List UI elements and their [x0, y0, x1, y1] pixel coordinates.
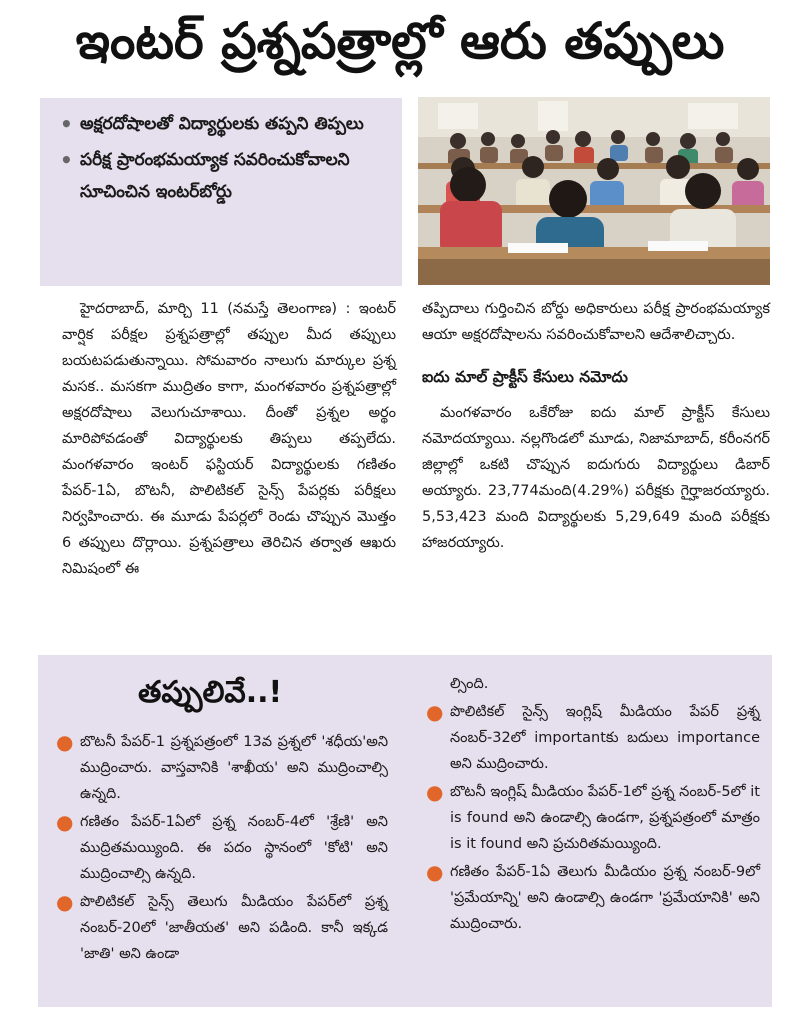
article-continuation: తప్పిదాలు గుర్తించిన బోర్డు అధికారులు పరీక్ష ప్రారంభమయ్యాక ఆయా అక్షరదోషాలను సవరించుకోవాలని ఆదేశాలిచ్చారు.	[422, 301, 770, 343]
errors-box	[38, 655, 772, 1007]
bullet-icon: ●	[426, 700, 444, 724]
errors-right-column	[420, 671, 760, 939]
error-item-text: గణితం పేపర్-1ఏ తెలుగు మీడియం ప్రశ్న నంబర్-9లో 'ప్రమేయాన్ని' అని ఉండాల్సి ఉండగా 'ప్రమేయానికి' అని ముద్రించారు.	[450, 864, 760, 932]
bullet-icon: ●	[56, 810, 74, 834]
article-left-column	[62, 296, 396, 582]
error-item	[50, 809, 388, 887]
error-item	[50, 729, 388, 807]
headline: ఇంటర్ ప్రశ్నపత్రాల్లో ఆరు తప్పులు	[75, 11, 725, 70]
error-continuation: ల్సింది.	[450, 676, 489, 692]
error-item	[50, 889, 388, 967]
exam-hall-illustration	[418, 97, 770, 285]
bullet-icon: ●	[56, 730, 74, 754]
article-right-column	[422, 296, 770, 556]
summary-item: • పరీక్ష ప్రారంభమయ్యాక సవరించుకోవాలని సూచించిన ఇంటర్‌బోర్డు	[60, 144, 388, 208]
error-item-text: పొలిటికల్ సైన్స్ తెలుగు మీడియం పేపర్‌లో ప్రశ్న నంబర్-20లో 'జాతీయత' అని పడింది. కానీ ఇక్కడ 'జాతి' అని ఉండా	[80, 894, 388, 962]
summary-box	[40, 98, 402, 286]
bullet-icon: ●	[426, 780, 444, 804]
summary-item: • అక్షరదోషాలతో విద్యార్థులకు తప్పని తిప్పలు	[60, 108, 388, 140]
errors-title: తప్పులివే..!	[138, 675, 283, 710]
error-item-text: పొలిటికల్ సైన్స్ ఇంగ్లిష్ మీడియం పేపర్ ప్రశ్న నంబర్-32లో importantకు బదులు importance అని ముద్రించారు.	[450, 704, 760, 772]
article-subheading: ఐదు మాల్ ప్రాక్టీస్ కేసులు నమోదు	[422, 368, 628, 386]
error-item	[420, 699, 760, 777]
summary-list	[60, 108, 388, 208]
exam-hall-photo	[418, 97, 770, 285]
bullet-icon: ●	[426, 860, 444, 884]
errors-left-column	[50, 729, 388, 969]
error-item-text: గణితం పేపర్-1ఏలో ప్రశ్న నంబర్-4లో 'శ్రేణి' అని ముద్రితమయ్యింది. ఈ పదం స్థానంలో 'కోటి' అని ముద్రించాల్సి ఉన్నది.	[80, 814, 388, 882]
error-item-text: బొటనీ పేపర్-1 ప్రశ్నపత్రంలో 13వ ప్రశ్నలో 'శధీయ'అని ముద్రించారు. వాస్తవానికి 'శాఖీయ' అని ముద్రించాల్సి ఉన్నది.	[80, 734, 388, 802]
bullet-icon: ●	[56, 890, 74, 914]
article-sub-text: మంగళవారం ఒకేరోజు ఐదు మాల్ ప్రాక్టీస్ కేసులు నమోదయ్యాయి. నల్లగొండలో మూడు, నిజామాబాద్, కరీంనగర్ జిల్లాల్లో ఒకటి చొప్పున ఐదుగురు విద్యార్థులు డిబార్ అయ్యారు. 23,774మంది(4.29%) పరీక్షకు గైర్హాజరయ్యారు. 5,53,423 మంది విద్యార్థులకు 5,29,649 మంది పరీక్షకు హాజరయ్యారు.	[422, 405, 770, 551]
error-item	[420, 779, 760, 857]
error-item	[420, 859, 760, 937]
error-item-text: బొటనీ ఇంగ్లిష్ మీడియం పేపర్-1లో ప్రశ్న నంబర్-5లో it is found అని ఉండాల్సి ఉండగా, ప్రశ్నపత్రంలో మాత్రం is it found అని ప్రచురితమయ్యింది.	[450, 784, 760, 852]
article-lead: హైదరాబాద్, మార్చి 11 (నమస్తే తెలంగాణ) : ఇంటర్ వార్షిక పరీక్షల ప్రశ్నపత్రాల్లో తప్పుల మీద తప్పులు బయటపడుతున్నాయి. సోమవారం నాలుగు మార్కుల ప్రశ్న మసక.. మసకగా ముద్రితం కాగా, మంగళవారం ప్రశ్నపత్రాల్లో అక్షరదోషాలు వెలుగుచూశాయి. దీంతో ప్రశ్నల అర్థం మారిపోవడంతో విద్యార్థులకు తిప్పలు తప్పలేదు. మంగళవారం ఇంటర్ ఫస్టియర్ విద్యార్థులకు గణితం పేపర్-1ఏ, బొటనీ, పొలిటికల్ సైన్స్ పేపర్లకు పరీక్షలు నిర్వహించారు. ఈ మూడు పేపర్లలో రెండు చొప్పున మొత్తం 6 తప్పులు దొర్లాయి. ప్రశ్నపత్రాలు తెరిచిన తర్వాత ఆఖరు నిమిషంలో ఈ	[62, 301, 396, 577]
